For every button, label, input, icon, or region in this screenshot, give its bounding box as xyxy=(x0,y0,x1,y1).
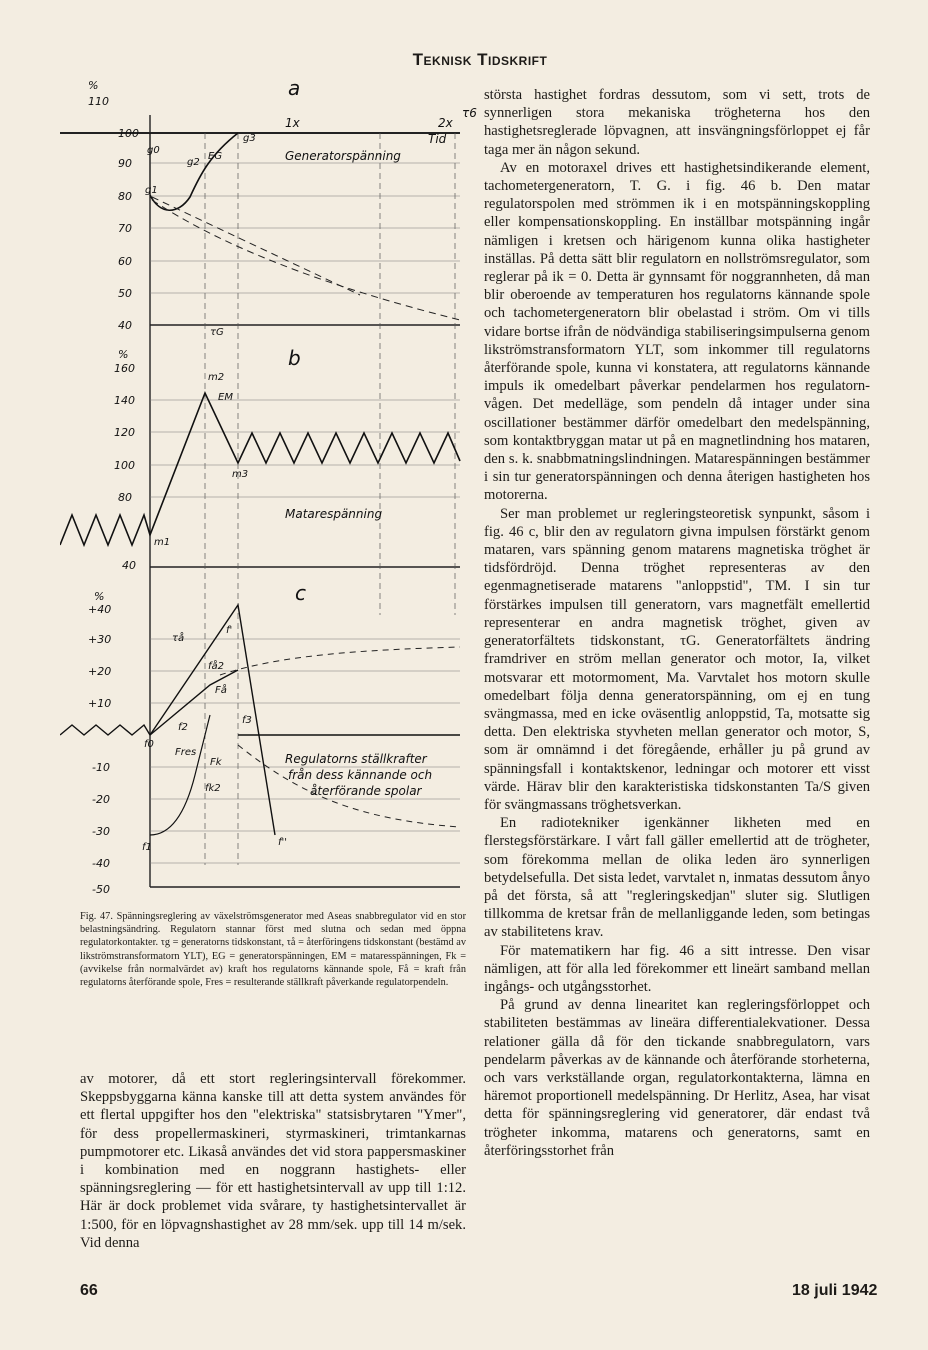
tau6-label: τ6 xyxy=(462,106,477,120)
lbl-m1: m1 xyxy=(154,537,171,548)
tick-40m: 40 xyxy=(122,559,136,572)
tick-120: 120 xyxy=(114,426,135,439)
figure-47 xyxy=(60,75,480,905)
lbl-EG: EG xyxy=(208,151,223,162)
page-number: 66 xyxy=(80,1282,98,1299)
paragraph: För matematikern har fig. 46 a sitt intresse. Den visar nämligen, att för alla led förekommer ett lineärt samband mellan ingångs- och utgångsstorhet. xyxy=(484,942,870,995)
tick-p10: +10 xyxy=(88,697,112,710)
paragraph: Av en motoraxel drives ett hastighetsindikerande element, tachometergeneratorn, T. G. i fig. 46 b. Den matar regulatorspolen med strömmen ik i en motspänningskoppling eller kompensationskoppling. En inställbar motspänning ingår nämligen i kretsen och härigenom kunna olika hastigheter inställas. På detta sätt blir regulatorn en nollströmsregulator, som reglerar på ik = 0. Detta är gynnsamt för noggrannheten, då man blir oberoende av temperaturen hos regulatorns kännande spole och tachometergeneratorn blir obelastad i ström. Om vi tills vidare bortse ifrån de nödvändiga stabiliseringsimpulserna genom likströmstransformatorn YLT, som inkommer till regulatorns återförande spole, kunna vi konstatera, att regulatorns kännande impuls ik omedelbart påverkar pendelarmen hos regulatorn-vågen. Det medelläge, som pendeln då intager under sina oscillationer bestämmer därför omedelbart den medelspänning, som kontaktbryggan matar ut på en magnetlindning hos mataren, den s. k. snabbmatningslindningen. Matarespänningen bestämmer i sin tur generatorspänningen och denna återigen hastigheten hos motorerna. xyxy=(484,159,870,504)
reg-label-3: återförande spolar xyxy=(310,784,422,798)
tick-m10: -10 xyxy=(92,761,110,774)
lbl-Fres: Fres xyxy=(175,747,197,758)
issue-date: 18 juli 1942 xyxy=(792,1282,878,1299)
lbl-g3: g3 xyxy=(243,133,256,144)
regulator-force-curves xyxy=(60,605,460,835)
lbl-g0: g0 xyxy=(147,145,160,156)
tick-p20: +20 xyxy=(88,665,112,678)
tick-m40: -40 xyxy=(92,857,110,870)
lbl-f1: f1 xyxy=(142,842,152,853)
lbl-f2: f2 xyxy=(178,722,188,733)
journal-header: Teknisk Tidskrift xyxy=(412,50,548,69)
paragraph: Ser man problemet ur regleringsteoretisk synpunkt, såsom i fig. 46 c, blir den av regulatorn givna impulsen förstärkt genom mataren, vars spänning genom matarens magnetiska tröghet är tidsfördröjd. Denna tröghet representeras av den egenmagnetiserade matarens "anloppstid", TM. I sin tur förstärkes impulsen till generatorn, vars magnetfält emellertid representerar en andra magnetisk tröghet, given av generatorfältets tidskonstant, τG. Generatorfältets ändring framdriver en ström mellan generator och motor, Ia, vilket motsvarar ett motormoment, Ma. Varvtalet hos motorn skulle omedelbart följa denna generatorspänning, om ej en tung svängmassa, med en icke oväsentlig anloppstid, Ta, motsatte sig detta. Den elektriska styvheten mellan generator och motor, S, som är omnämnd i det föregående, erhåller ju på grund av spänningsfall i kontaktskenor, ledningar och motorer ett visst värde. Härav blir den karakteristiska tidskonstanten Ta/S given för svängmassans tröghetsverkan. xyxy=(484,505,870,813)
lbl-tau-a: τå xyxy=(172,633,185,644)
tick-labels-bot xyxy=(88,590,111,896)
regulator-dashed xyxy=(220,647,460,827)
paragraph: På grund av denna linearitet kan regleringsförloppet och stabiliteten bestämmas av lineära differentialekvationer. Dessa relationer gälla då för den tickande snabbregulatorn, vars pendelarm påverkas av de kännande och återförande storheterna, och vars verkställande organ, regulatorkontakterna, lämna en häremot proportionell medelspänning. Dr Herlitz, Asea, har visat detta för spänningsreglering vid generatorer, där endast två trögheter inkomma, matarens och generatorns, samt en återföringsstorhet från xyxy=(484,997,870,1159)
lbl-f0: f0 xyxy=(144,739,154,750)
lbl-g1: g1 xyxy=(145,185,158,196)
paragraph: av motorer, då ett stort regleringsintervall förekommer. Skeppsbyggarna känna kanske till att detta system användes för ett flertal uppgifter hos den "elektriska" statsisbrytaren "Ymer", för dess propellermaskineri, styrmaskineri, trimtankarnas pumpmotorer etc. Likaså användes det vid stora pappersmaskiner i kombination med en noggrann hastighets- eller spänningsreglering — för ett hastighetsintervall av upp till 1:12. Här är dock problemet vida svårare, ty hastighetsintervallet är 1:500, för en löpvagnshastighet av 28 mm/sek. upp till 14 m/sek. Vid denna xyxy=(80,1071,466,1251)
reg-label-2: från dess kännande och xyxy=(288,768,433,782)
tick-90: 90 xyxy=(118,157,132,170)
pct-label-bot: % xyxy=(94,590,105,603)
tick-80: 80 xyxy=(118,190,132,203)
lbl-g2: g2 xyxy=(187,157,200,168)
lbl-fp: f' xyxy=(226,625,233,636)
paragraph: största hastighet fordras dessutom, som vi sett, trots de synnerligen stora mekaniska trögheterna hos den hastighetsreglerade löpvagnen, att insvängningsförloppet ej får taga mer än någon sekund. xyxy=(484,87,870,158)
left-column xyxy=(80,1070,466,1252)
tick-p30: +30 xyxy=(88,633,112,646)
right-column xyxy=(484,86,870,1160)
tick-70: 70 xyxy=(118,222,132,235)
tick-80m: 80 xyxy=(118,491,132,504)
tick-160: 160 xyxy=(114,362,135,375)
figure-caption: Fig. 47. Spänningsreglering av växelströmsgenerator med Aseas snabbregulator vid en stor belastningsändring. Regulatorn stannar först med slutna och sedan med öppna regulatorkontakter. τg = generatorns tidskonstant, τå = återföringens tidskonstant (bestämd av likströmstransformatorn YLT), EG = generatorspänningen, EM = mataresspänningen, Fk = (avvikelse från normalvärdet av) kraft hos regulatorns kännande spole, Få = kraft från regulatorns återförande spole, Fres = resulterande ställkraft påverkande regulatorpendeln. xyxy=(80,911,466,989)
generator-label: Generatorspänning xyxy=(285,149,401,163)
panel-c-label: c xyxy=(295,581,306,605)
point-labels xyxy=(142,133,287,853)
tick-60: 60 xyxy=(118,255,132,268)
generator-dashed xyxy=(152,197,460,320)
tick-m20: -20 xyxy=(92,793,110,806)
tick-140: 140 xyxy=(114,394,135,407)
lbl-EM: EM xyxy=(218,392,233,403)
generator-voltage-curve xyxy=(150,133,238,210)
panel-b-label: b xyxy=(288,346,301,370)
lbl-Fk: Fk xyxy=(210,757,222,768)
tick-labels-top xyxy=(88,79,139,332)
tick-labels-mid xyxy=(114,348,136,572)
tick-40: 40 xyxy=(118,319,132,332)
pct-label-mid: % xyxy=(118,348,129,361)
tick-m50: -50 xyxy=(92,883,110,896)
lbl-m3: m3 xyxy=(232,469,249,480)
lbl-Fa: Få xyxy=(215,685,227,696)
panel-a-label: a xyxy=(288,76,301,100)
tick-p40: +40 xyxy=(88,603,112,616)
tick-100m: 100 xyxy=(114,459,135,472)
matare-label: Matarespänning xyxy=(285,507,383,521)
lbl-tauG: τG xyxy=(210,327,224,338)
reg-label-1: Regulatorns ställkrafter xyxy=(285,752,427,766)
mark-1x: 1x xyxy=(285,116,300,130)
tick-110: 110 xyxy=(88,95,109,108)
tid-label: Tid xyxy=(428,132,447,146)
lbl-fpp: f'' xyxy=(278,837,288,848)
tick-50: 50 xyxy=(118,287,132,300)
lbl-fk2: fk2 xyxy=(205,783,221,794)
lbl-f3: f3 xyxy=(242,715,252,726)
curve-labels xyxy=(285,106,477,798)
pct-label-top: % xyxy=(88,79,99,92)
tick-m30: -30 xyxy=(92,825,110,838)
lbl-m2: m2 xyxy=(208,372,225,383)
mark-2x: 2x xyxy=(438,116,453,130)
tick-100: 100 xyxy=(118,127,139,140)
lbl-fa2: få2 xyxy=(208,661,225,672)
paragraph: En radiotekniker igenkänner likheten med en flerstegsförstärkare. I vårt fall gäller emellertid att de trögheter, som förekomma mellan de olika leden äro synnerligen betydelsefulla. Det sista ledet, varvtalet n, inmatas dessutom ånyo på det första, så att "regleringskedjan" sluter sig. Slutligen tillkomma de kretsar från de mellanliggande leden, som betingas av stabilitetens krav. xyxy=(484,815,870,941)
